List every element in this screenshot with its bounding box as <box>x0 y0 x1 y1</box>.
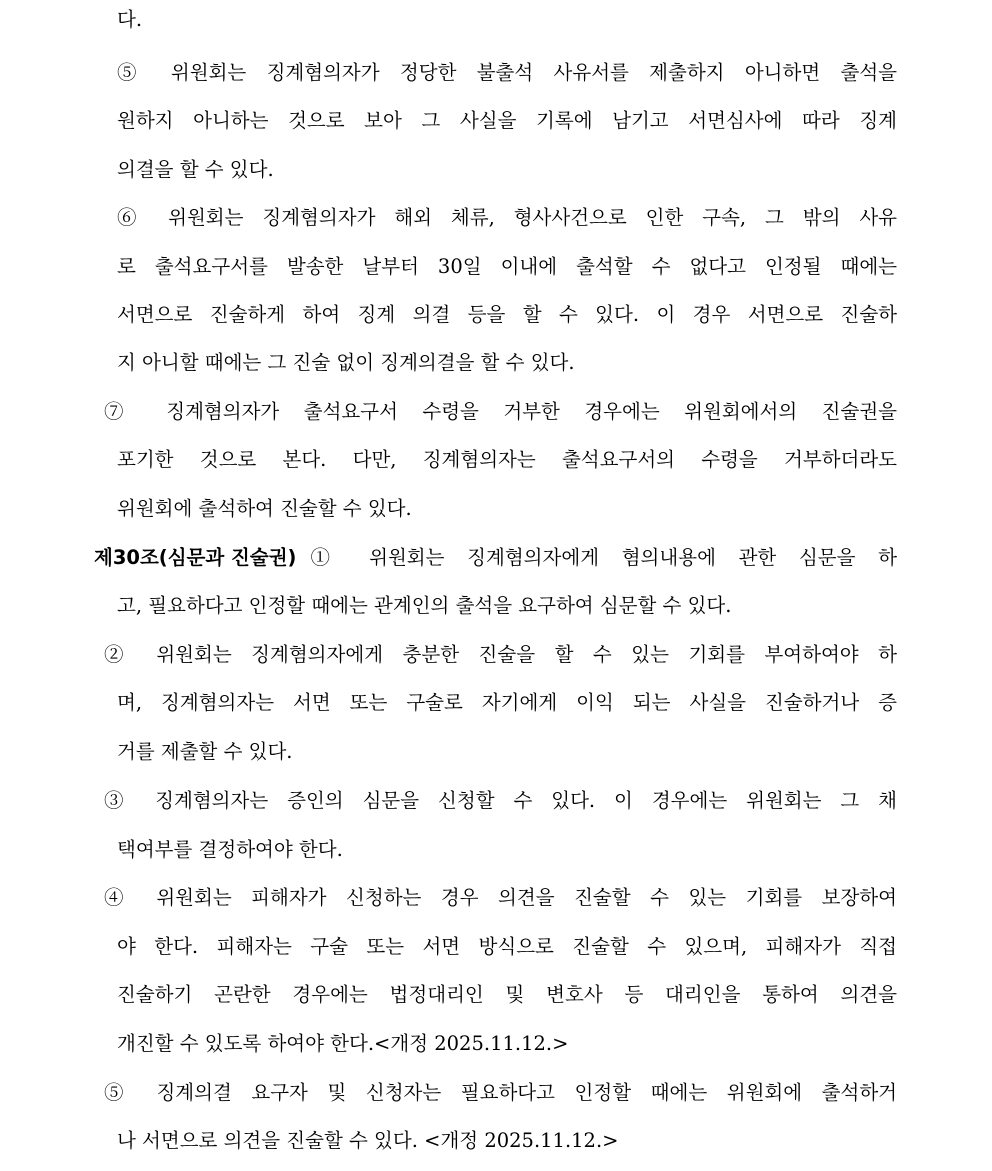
paragraph-7-line-2: 포기한 것으로 본다. 다만, 징계혐의자는 출석요구서의 수령을 거부하더라도 <box>117 448 897 471</box>
article-30-item-5-line-1: ⑤ 징계의결 요구자 및 신청자는 필요하다고 인정할 때에는 위원회에 출석하거 <box>104 1081 897 1104</box>
article-30-item-2-line-1: ② 위원회는 징계혐의자에게 충분한 진술을 할 수 있는 기회를 부여하여야 하 <box>104 643 897 666</box>
article-30-item-2-line-3: 거를 제출할 수 있다. <box>117 740 293 763</box>
paragraph-5-line-3: 의결을 할 수 있다. <box>117 158 274 181</box>
paragraph-6-line-3: 서면으로 진술하게 하여 징계 의결 등을 할 수 있다. 이 경우 서면으로 진술하 <box>117 303 897 326</box>
article-30-heading: 제30조(심문과 진술권) <box>94 546 297 569</box>
paragraph-6-line-4: 지 아니할 때에는 그 진술 없이 징계의결을 할 수 있다. <box>117 351 575 374</box>
article-30-item-1-line-1: ① 위원회는 징계혐의자에게 혐의내용에 관한 심문을 하 <box>310 546 897 569</box>
article-30-item-4-line-3: 진술하기 곤란한 경우에는 법정대리인 및 변호사 등 대리인을 통하여 의견을 <box>117 983 897 1006</box>
paragraph-5-line-2: 원하지 아니하는 것으로 보아 그 사실을 기록에 남기고 서면심사에 따라 징계 <box>117 109 897 132</box>
paragraph-6-line-1: ⑥ 위원회는 징계혐의자가 해외 체류, 형사사건으로 인한 구속, 그 밖의 사유 <box>117 206 897 229</box>
article-30-item-3-line-1: ③ 징계혐의자는 증인의 심문을 신청할 수 있다. 이 경우에는 위원회는 그 채 <box>104 789 897 812</box>
paragraph-5-line-1: ⑤ 위원회는 징계혐의자가 정당한 불출석 사유서를 제출하지 아니하면 출석을 <box>117 61 897 84</box>
article-30-item-1-line-2: 고, 필요하다고 인정할 때에는 관계인의 출석을 요구하여 심문할 수 있다. <box>117 594 732 617</box>
article-30-item-4-line-2: 야 한다. 피해자는 구술 또는 서면 방식으로 진술할 수 있으며, 피해자가 직접 <box>117 935 897 958</box>
paragraph-7-line-1: ⑦ 징계혐의자가 출석요구서 수령을 거부한 경우에는 위원회에서의 진술권을 <box>104 400 897 423</box>
article-30-item-4-line-4: 개진할 수 있도록 하여야 한다.<개정 2025.11.12.> <box>117 1032 569 1055</box>
article-30-item-2-line-2: 며, 징계혐의자는 서면 또는 구술로 자기에게 이익 되는 사실을 진술하거나 증 <box>117 691 897 714</box>
article-30-item-5-line-2: 나 서면으로 의견을 진술할 수 있다. <개정 2025.11.12.> <box>117 1129 619 1152</box>
paragraph-7-line-3: 위원회에 출석하여 진술할 수 있다. <box>117 497 412 520</box>
paragraph-6-line-2: 로 출석요구서를 발송한 날부터 30일 이내에 출석할 수 없다고 인정될 때에는 <box>117 255 897 278</box>
article-30-item-3-line-2: 택여부를 결정하여야 한다. <box>117 838 343 861</box>
paragraph-4-tail-line-1: 다. <box>117 8 143 31</box>
article-30-first-line <box>94 543 897 573</box>
article-30-item-4-line-1: ④ 위원회는 피해자가 신청하는 경우 의견을 진술할 수 있는 기회를 보장하여 <box>104 886 897 909</box>
